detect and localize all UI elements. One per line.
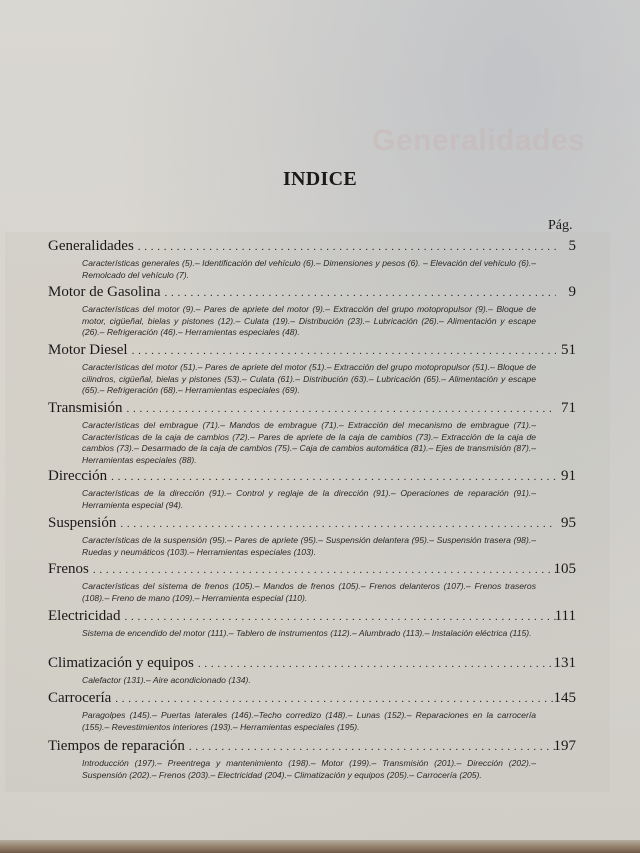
dot-leader: [138, 241, 556, 253]
toc-entry-generalidades: [48, 238, 580, 281]
table-surface-edge: [0, 840, 640, 853]
dot-leader: [164, 287, 556, 299]
toc-entry-page: 111: [554, 608, 576, 624]
toc-entry-subtopics: Características del motor (51).– Pares de apriete del motor (51).– Extracción del grupo motopropulsor (51).– Bloque de cilindros, cigüeñal, bielas y pistones (53).– Culata (61).– Distribución (63).– Lubricación (65).– Alimentación y escape (65).– Refrigeración (68).– Herramientas especiales (69).: [82, 362, 536, 395]
bleed-through-title: Generalidades: [372, 124, 586, 157]
toc-entry-page: 105: [553, 561, 576, 577]
toc-entry-title: Tiempos de reparación: [48, 738, 185, 754]
toc-entry-subtopics: Sistema de encendido del motor (111).– Tablero de instrumentos (112).– Alumbrado (113).– Instalación eléctrica (115).: [82, 628, 532, 638]
toc-entry-subtopics: Características del sistema de frenos (105).– Mandos de frenos (105).– Frenos delanteros (107).– Frenos traseros (108).– Freno de mano (109).– Herramienta especial (110).: [82, 581, 536, 603]
dot-leader: [120, 518, 556, 530]
toc-entry-title: Electricidad: [48, 608, 121, 624]
page-column-header: Pág.: [548, 218, 573, 233]
toc-entry-motor-diesel: [48, 342, 580, 397]
toc-entry-page: 145: [553, 690, 576, 706]
toc-entry-subtopics: Características del motor (9).– Pares de apriete del motor (9).– Extracción del grupo motopropulsor (9).– Bloque de motor, cigüeñal, bielas y pistones (12).– Culata (19).– Distribución (23).– Lubricación (26).– Alimentación y escape (26).– Refrigeración (46).– Herramientas especiales (48).: [82, 304, 536, 337]
toc-entry-page: 95: [561, 515, 576, 531]
toc-entry-title: Generalidades: [48, 238, 134, 254]
toc-entry-title: Frenos: [48, 561, 89, 577]
toc-entry-subtopics: Calefactor (131).– Aire acondicionado (134).: [82, 675, 251, 685]
toc-entry-climatizacion: [48, 655, 580, 687]
toc-entry-subtopics: Paragolpes (145).– Puertas laterales (146).–Techo corredizo (148).– Lunas (152).– Reparaciones en la carrocería (155).– Revestimientos interiores (193).– Herramientas especiales (195).: [82, 710, 536, 732]
dot-leader: [124, 611, 556, 623]
dot-leader: [126, 403, 556, 415]
toc-entry-title: Carrocería: [48, 690, 112, 706]
toc-entry-subtopics: Características de la suspensión (95).– Pares de apriete (95).– Suspensión delantera (95).– Suspensión trasera (98).– Ruedas y neumáticos (103).– Herramientas especiales (103).: [82, 535, 536, 557]
toc-entry-page: 131: [553, 655, 576, 671]
toc-entry-carroceria: [48, 690, 580, 733]
toc-entry-subtopics: Características del embrague (71).– Mandos de embrague (71).– Extracción del mecanismo de embrague (71).– Características de la caja de cambios (72).– Pares de apriete de la caja de cambios (73).– Extracción de la caja de cambios (73).– Desarmado de la caja de cambios (75).– Caja de cambios automática (81).– Ejes de transmisión (87).– Herramientas especiales (88).: [82, 420, 536, 465]
toc-entry-motor-gasolina: [48, 284, 580, 339]
toc-entry-subtopics: Características de la dirección (91).– Control y reglaje de la dirección (91).– Operaciones de reparación (91).– Herramienta especial (94).: [82, 488, 536, 510]
dot-leader: [115, 693, 556, 705]
toc-entry-page: 91: [561, 468, 576, 484]
toc-entry-page: 5: [568, 238, 576, 254]
dot-leader: [189, 741, 556, 753]
toc-entry-title: Transmisión: [48, 400, 123, 416]
dot-leader: [132, 345, 556, 357]
toc-entry-page: 71: [561, 400, 576, 416]
dot-leader: [111, 471, 556, 483]
toc-entry-title: Motor de Gasolina: [48, 284, 161, 300]
toc-entry-subtopics: Introducción (197).– Preentrega y mantenimiento (198).– Motor (199).– Transmisión (201).– Dirección (202).– Suspensión (202).– Frenos (203).– Electricidad (204).– Climatización y equipos (205).– Carrocería (205).: [82, 758, 536, 780]
toc-entry-electricidad: [48, 608, 580, 640]
dot-leader: [198, 658, 556, 670]
toc-entry-page: 9: [568, 284, 576, 300]
toc-entry-title: Motor Diesel: [48, 342, 128, 358]
toc-entry-title: Climatización y equipos: [48, 655, 194, 671]
toc-entry-suspension: [48, 515, 580, 558]
page-title: INDICE: [282, 168, 358, 190]
toc-entry-tiempos-reparacion: [48, 738, 580, 781]
toc-entry-subtopics: Características generales (5).– Identificación del vehículo (6).– Dimensiones y pesos (6). – Elevación del vehículo (6).– Remolcado del vehículo (7).: [82, 258, 536, 280]
toc-entry-page: 51: [561, 342, 576, 358]
toc-entry-title: Dirección: [48, 468, 108, 484]
toc-entry-title: Suspensión: [48, 515, 117, 531]
toc-entry-frenos: [48, 561, 580, 604]
toc-entry-page: 197: [553, 738, 576, 754]
toc-entry-direccion: [48, 468, 580, 511]
toc-entry-transmision: [48, 400, 580, 466]
dot-leader: [93, 564, 556, 576]
